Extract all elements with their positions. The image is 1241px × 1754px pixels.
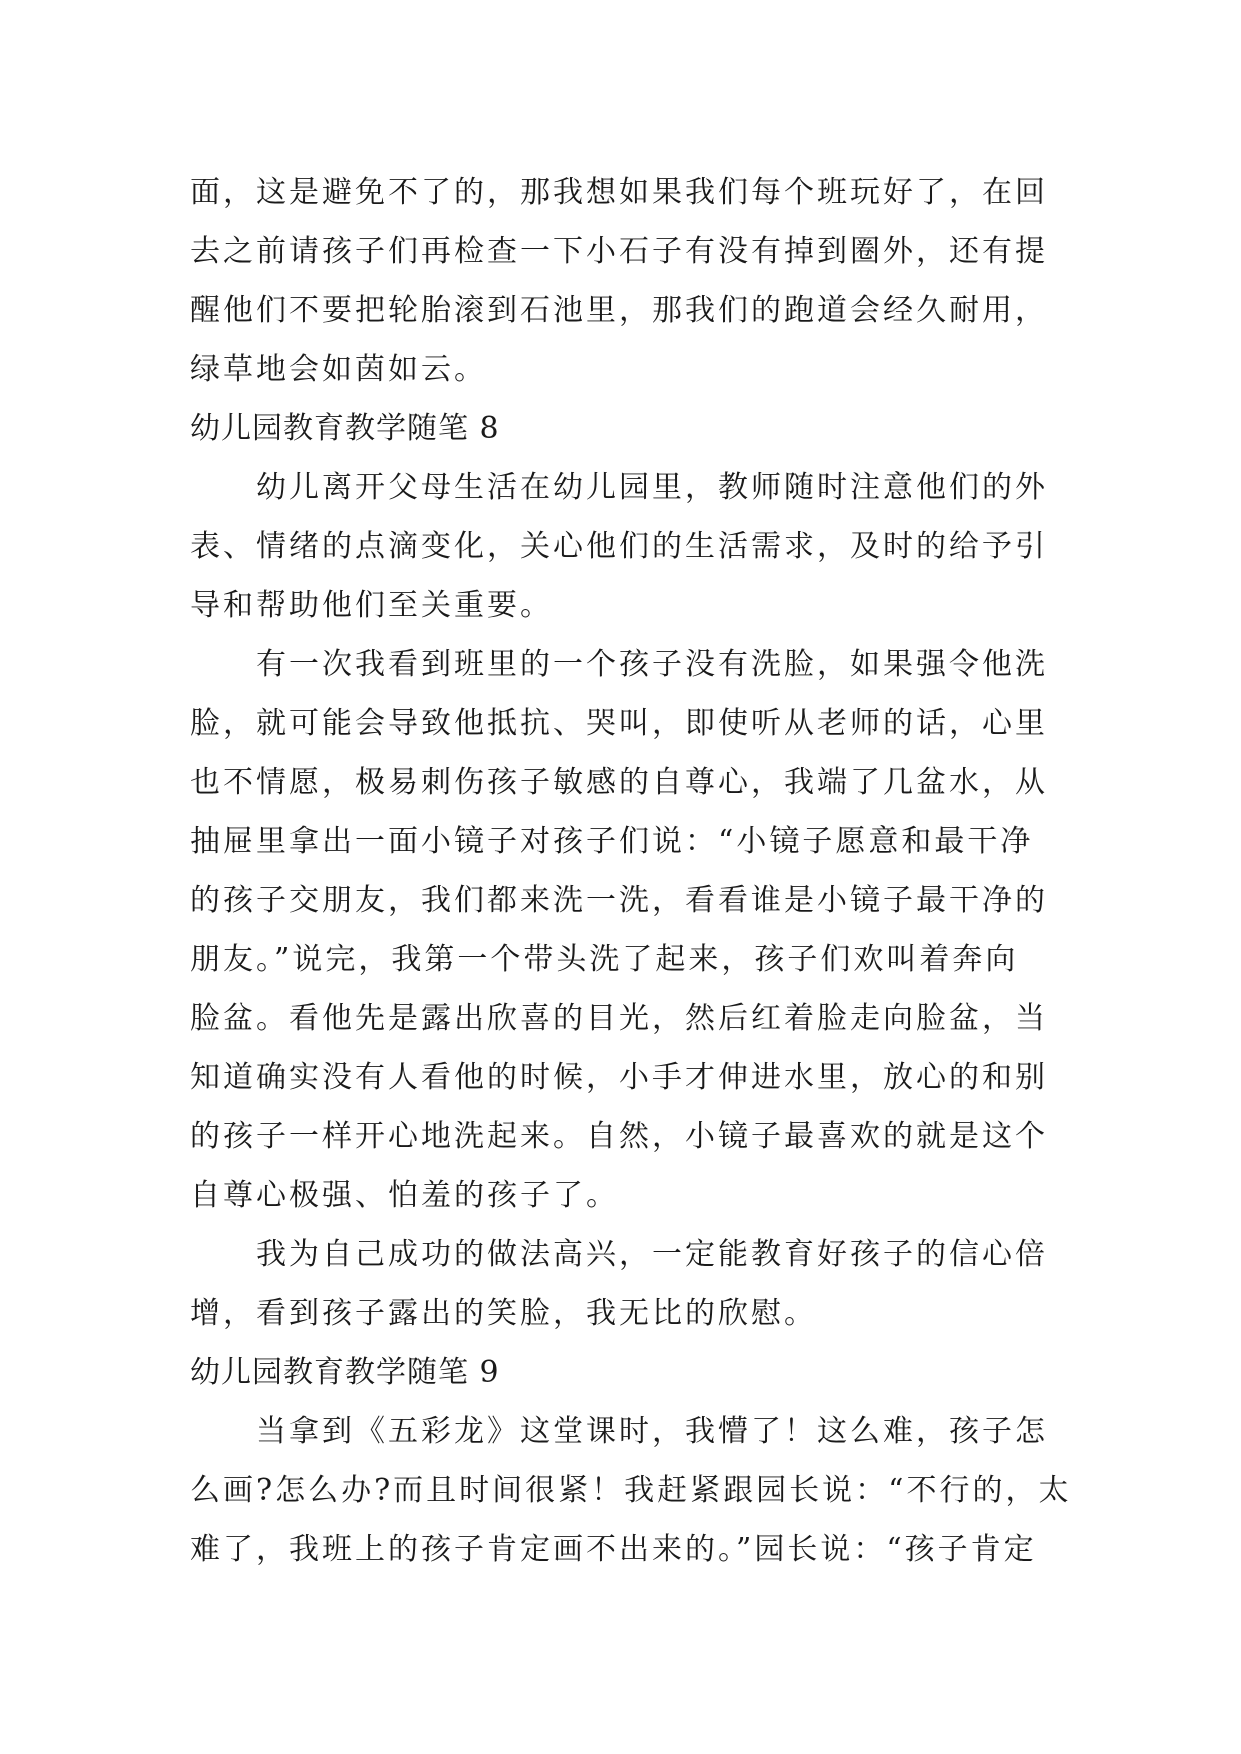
paragraph-first-line: 我为自己成功的做法高兴，一定能教育好孩子的信心倍 — [256, 1237, 1048, 1272]
text-line: 知道确实没有人看他的时候，小手才伸进水里，放心的和别 — [190, 1060, 1048, 1095]
text-line: 也不情愿，极易刺伤孩子敏感的自尊心，我端了几盆水，从 — [190, 765, 1048, 800]
section-heading: 幼儿园教育教学随笔 8 — [190, 411, 500, 446]
text-line: 抽屉里拿出一面小镜子对孩子们说：“小镜子愿意和最干净 — [190, 824, 1034, 859]
text-line: 绿草地会如茵如云。 — [190, 352, 487, 387]
text-line: 面，这是避免不了的，那我想如果我们每个班玩好了，在回 — [190, 175, 1048, 210]
text-line: 脸，就可能会导致他抵抗、哭叫，即使听从老师的话，心里 — [190, 706, 1048, 741]
text-line: 去之前请孩子们再检查一下小石子有没有掉到圈外，还有提 — [190, 234, 1048, 269]
text-line: 脸盆。看他先是露出欣喜的目光，然后红着脸走向脸盆，当 — [190, 1001, 1048, 1036]
paragraph-first-line: 幼儿离开父母生活在幼儿园里，教师随时注意他们的外 — [256, 470, 1048, 505]
text-line: 难了，我班上的孩子肯定画不出来的。”园长说：“孩子肯定 — [190, 1532, 1037, 1567]
text-line: 么画?怎么办?而且时间很紧！我赶紧跟园长说：“不行的，太 — [190, 1473, 1072, 1508]
text-line: 的孩子一样开心地洗起来。自然，小镜子最喜欢的就是这个 — [190, 1119, 1048, 1154]
text-line: 导和帮助他们至关重要。 — [190, 588, 553, 623]
paragraph-first-line: 当拿到《五彩龙》这堂课时，我懵了！这么难，孩子怎 — [256, 1414, 1048, 1449]
text-line: 的孩子交朋友，我们都来洗一洗，看看谁是小镜子最干净的 — [190, 883, 1048, 918]
paragraph-first-line: 有一次我看到班里的一个孩子没有洗脸，如果强令他洗 — [256, 647, 1048, 682]
text-line: 朋友。”说完，我第一个带头洗了起来，孩子们欢叫着奔向 — [190, 942, 1019, 977]
text-line: 表、情绪的点滴变化，关心他们的生活需求，及时的给予引 — [190, 529, 1048, 564]
section-heading: 幼儿园教育教学随笔 9 — [190, 1355, 500, 1390]
text-line: 增，看到孩子露出的笑脸，我无比的欣慰。 — [190, 1296, 817, 1331]
document-body — [190, 163, 1072, 1579]
text-line: 自尊心极强、怕羞的孩子了。 — [190, 1178, 619, 1213]
text-line: 醒他们不要把轮胎滚到石池里，那我们的跑道会经久耐用， — [190, 293, 1048, 328]
